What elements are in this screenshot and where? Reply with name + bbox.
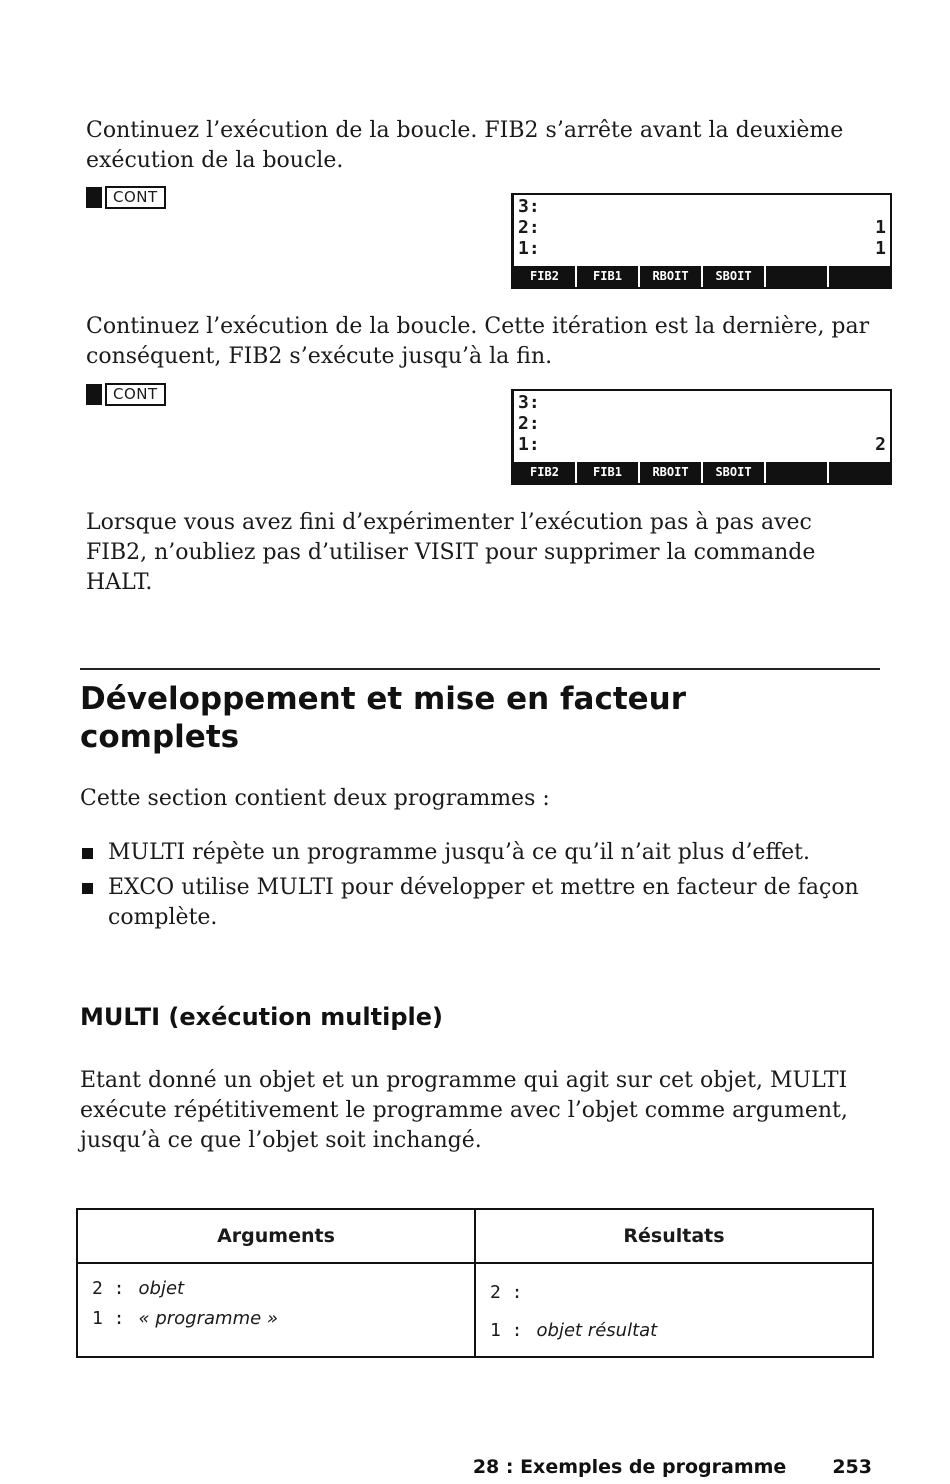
stack-entry: 1 : « programme » bbox=[92, 1308, 279, 1329]
chapter-title: 28 : Exemples de programme bbox=[472, 1456, 787, 1478]
arguments-results-table bbox=[76, 1208, 874, 1358]
text-line: conséquent, FIB2 s’exécute jusqu’à la fin. bbox=[86, 344, 553, 369]
stack-level-1: 1: 1 bbox=[518, 238, 886, 259]
calculator-screen-2 bbox=[511, 389, 892, 485]
program-list bbox=[80, 838, 880, 938]
menu-key-fib1: FIB1 bbox=[577, 462, 638, 483]
menu-key-empty bbox=[829, 462, 890, 483]
paragraph-continue-loop-2 bbox=[86, 312, 881, 372]
list-item bbox=[80, 873, 880, 933]
stack-level-3: 3: bbox=[518, 196, 540, 217]
stack-level-1: 1: 2 bbox=[518, 434, 886, 455]
page-number: 253 bbox=[832, 1456, 872, 1478]
menu-key-rboit: RBOIT bbox=[640, 462, 701, 483]
paragraph-multi-description bbox=[80, 1066, 875, 1156]
text-line: HALT. bbox=[86, 570, 153, 595]
menu-key-fib2: FIB2 bbox=[514, 266, 575, 287]
paragraph-visit-halt bbox=[86, 508, 856, 598]
menu-key-empty bbox=[766, 462, 827, 483]
table-header-row bbox=[77, 1209, 873, 1263]
cont-key: CONT bbox=[105, 383, 166, 406]
section-divider bbox=[80, 668, 880, 670]
menu-key-sboit: SBOIT bbox=[703, 462, 764, 483]
menu-key-fib1: FIB1 bbox=[577, 266, 638, 287]
text-line: FIB2, n’oubliez pas d’utiliser VISIT pour supprimer la commande bbox=[86, 540, 816, 565]
section-title bbox=[80, 680, 860, 756]
bullet-square-icon bbox=[82, 848, 93, 859]
stack-entry: 2 : objet bbox=[92, 1278, 185, 1299]
keystroke-cont-2 bbox=[86, 383, 166, 406]
list-item-text: MULTI répète un programme jusqu’à ce qu’il n’ait plus d’effet. bbox=[108, 840, 810, 865]
stack-level-2: 2: bbox=[518, 413, 540, 434]
arguments-cell bbox=[77, 1263, 475, 1357]
text-line: Continuez l’exécution de la boucle. Cette itération est la dernière, par bbox=[86, 314, 870, 339]
text-line: jusqu’à ce que l’objet soit inchangé. bbox=[80, 1128, 482, 1153]
stack-entry: 2 : bbox=[490, 1282, 523, 1303]
section-title-line: complets bbox=[80, 719, 240, 755]
menu-key-empty bbox=[766, 266, 827, 287]
text-line: Cette section contient deux programmes : bbox=[80, 786, 550, 811]
section-intro bbox=[80, 784, 875, 814]
page-footer bbox=[473, 1456, 872, 1478]
subsection-title: MULTI (exécution multiple) bbox=[80, 1003, 443, 1031]
text-line: exécute répétitivement le programme avec l’objet comme argument, bbox=[80, 1098, 848, 1123]
menu-key-fib2: FIB2 bbox=[514, 462, 575, 483]
calculator-screen-1 bbox=[511, 193, 892, 289]
section-title-line: Développement et mise en facteur bbox=[80, 681, 687, 717]
table-row bbox=[77, 1263, 873, 1357]
stack-level-3: 3: bbox=[518, 392, 540, 413]
stack-entry: 1 : objet résultat bbox=[490, 1320, 658, 1341]
column-header-arguments: Arguments bbox=[77, 1209, 475, 1263]
results-cell bbox=[475, 1263, 873, 1357]
keystroke-cont-1 bbox=[86, 186, 166, 209]
bullet-square-icon bbox=[82, 883, 93, 894]
left-shift-key-icon bbox=[86, 384, 102, 405]
left-shift-key-icon bbox=[86, 187, 102, 208]
column-header-results: Résultats bbox=[475, 1209, 873, 1263]
menu-key-sboit: SBOIT bbox=[703, 266, 764, 287]
list-item-text: EXCO utilise MULTI pour développer et mettre en facteur de façon complète. bbox=[108, 875, 859, 930]
menu-key-row bbox=[514, 266, 890, 287]
list-item bbox=[80, 838, 880, 868]
text-line: Etant donné un objet et un programme qui agit sur cet objet, MULTI bbox=[80, 1068, 848, 1093]
menu-key-row bbox=[514, 462, 890, 483]
menu-key-empty bbox=[829, 266, 890, 287]
paragraph-continue-loop-1 bbox=[86, 116, 881, 176]
cont-key: CONT bbox=[105, 186, 166, 209]
text-line: Lorsque vous avez fini d’expérimenter l’exécution pas à pas avec bbox=[86, 510, 812, 535]
text-line: Continuez l’exécution de la boucle. FIB2 s’arrête avant la deuxième bbox=[86, 118, 844, 143]
stack-level-2: 2: 1 bbox=[518, 217, 886, 238]
menu-key-rboit: RBOIT bbox=[640, 266, 701, 287]
text-line: exécution de la boucle. bbox=[86, 148, 344, 173]
